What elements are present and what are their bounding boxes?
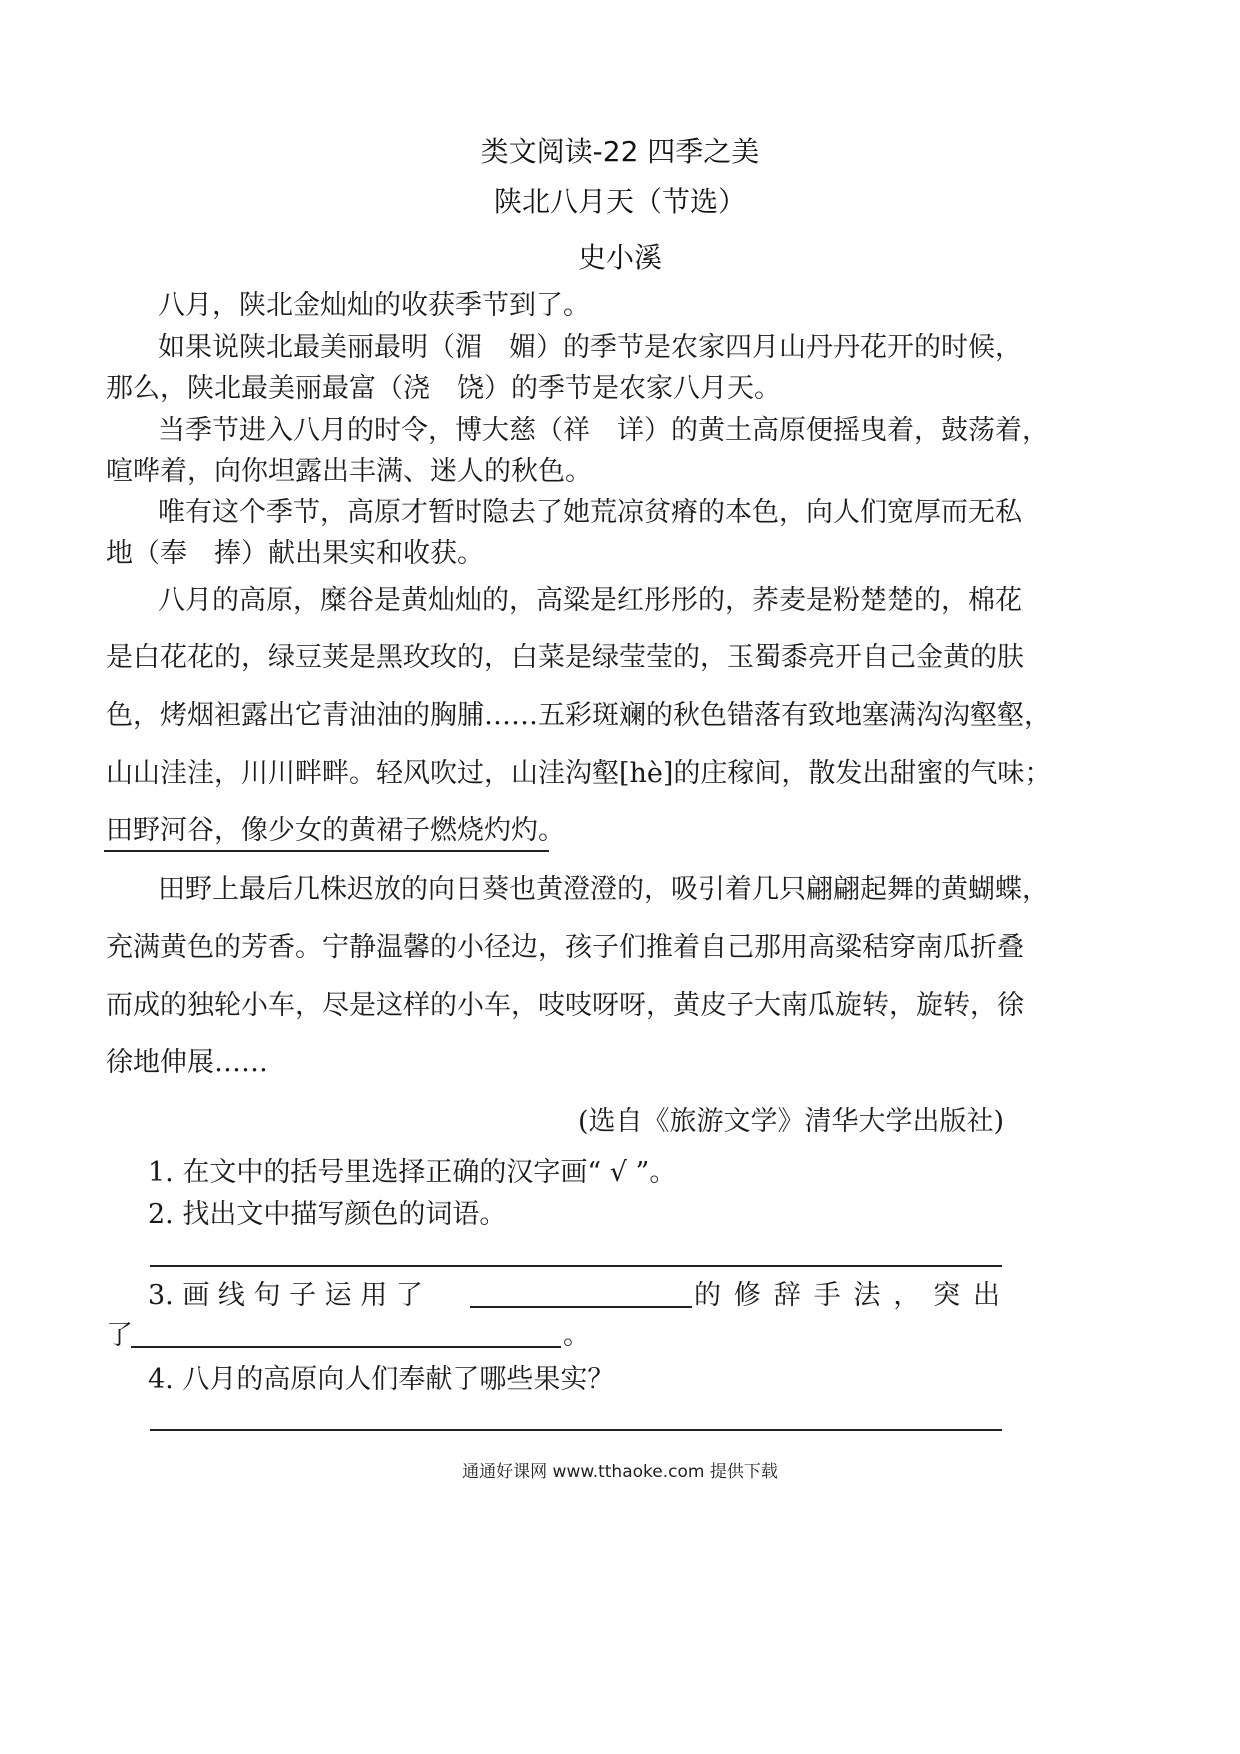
question-3-part3: 了 [106, 1320, 133, 1351]
sentence-underline [104, 850, 549, 852]
paragraph-line: 八月，陕北金灿灿的收获季节到了。 [158, 290, 590, 321]
paragraph-line: 当季节进入八月的时令，博大慈（祥 详）的黄土高原便摇曳着，鼓荡着， [158, 415, 1049, 446]
paragraph-line: 色，烤烟袒露出它青油油的胸脯……五彩斑斓的秋色错落有致地塞满沟沟壑壑， [106, 700, 1051, 731]
paragraph-line: 那么，陕北最美丽最富（浇 饶）的季节是农家八月天。 [106, 373, 781, 404]
answer-line-q2[interactable] [150, 1265, 1002, 1267]
question-3-part1: 3. 画 线 句 子 运 用 了 [148, 1280, 423, 1311]
paragraph-line: 喧哗着，向你坦露出丰满、迷人的秋色。 [106, 456, 592, 487]
answer-line-q4[interactable] [150, 1429, 1002, 1431]
paragraph-line: 徐地伸展…… [106, 1047, 268, 1078]
author-name: 史小溪 [577, 241, 662, 274]
article-title: 陕北八月天（节选） [493, 185, 746, 218]
question-4: 4. 八月的高原向人们奉献了哪些果实？ [148, 1364, 615, 1395]
section-title: 类文阅读-22 四季之美 [480, 135, 760, 168]
paragraph-line: 而成的独轮小车，尽是这样的小车，吱吱呀呀，黄皮子大南瓜旋转，旋转，徐 [106, 990, 1024, 1021]
question-3-part2: 的 修 辞 手 法 ， 突 出 [694, 1280, 1000, 1311]
paragraph-line: 山山洼洼，川川畔畔。轻风吹过，山洼沟壑[hè]的庄稼间，散发出甜蜜的气味； [106, 758, 1052, 789]
paragraph-line: 地（奉 捧）献出果实和收获。 [106, 538, 484, 569]
source-citation: (选自《旅游文学》清华大学出版社) [578, 1106, 1005, 1137]
question-2: 2. 找出文中描写颜色的词语。 [148, 1199, 507, 1230]
paragraph-line: 田野上最后几株迟放的向日葵也黄澄澄的，吸引着几只翩翩起舞的黄蝴蝶， [158, 874, 1049, 905]
paragraph-line: 如果说陕北最美丽最明（湄 媚）的季节是农家四月山丹丹花开的时候， [158, 332, 1022, 363]
answer-blank-q3-2[interactable] [131, 1346, 561, 1348]
footer-text: 通通好课网 www.tthaoke.com 提供下载 [462, 1462, 778, 1482]
paragraph-line: 充满黄色的芳香。宁静温馨的小径边，孩子们推着自己那用高粱秸穿南瓜折叠 [106, 932, 1024, 963]
question-1: 1. 在文中的括号里选择正确的汉字画“ √ ”。 [148, 1157, 677, 1188]
paragraph-line: 唯有这个季节，高原才暂时隐去了她荒凉贫瘠的本色，向人们宽厚而无私 [158, 497, 1022, 528]
paragraph-line: 是白花花的，绿豆荚是黑玫玫的，白菜是绿莹莹的，玉蜀黍亮开自己金黄的肤 [106, 642, 1024, 673]
question-3-part4: 。 [563, 1320, 590, 1351]
underlined-sentence: 田野河谷，像少女的黄裙子燃烧灼灼。 [106, 815, 565, 846]
paragraph-line: 八月的高原，糜谷是黄灿灿的，高粱是红彤彤的，荞麦是粉楚楚的，棉花 [158, 585, 1022, 616]
answer-blank-q3-1[interactable] [470, 1306, 692, 1308]
